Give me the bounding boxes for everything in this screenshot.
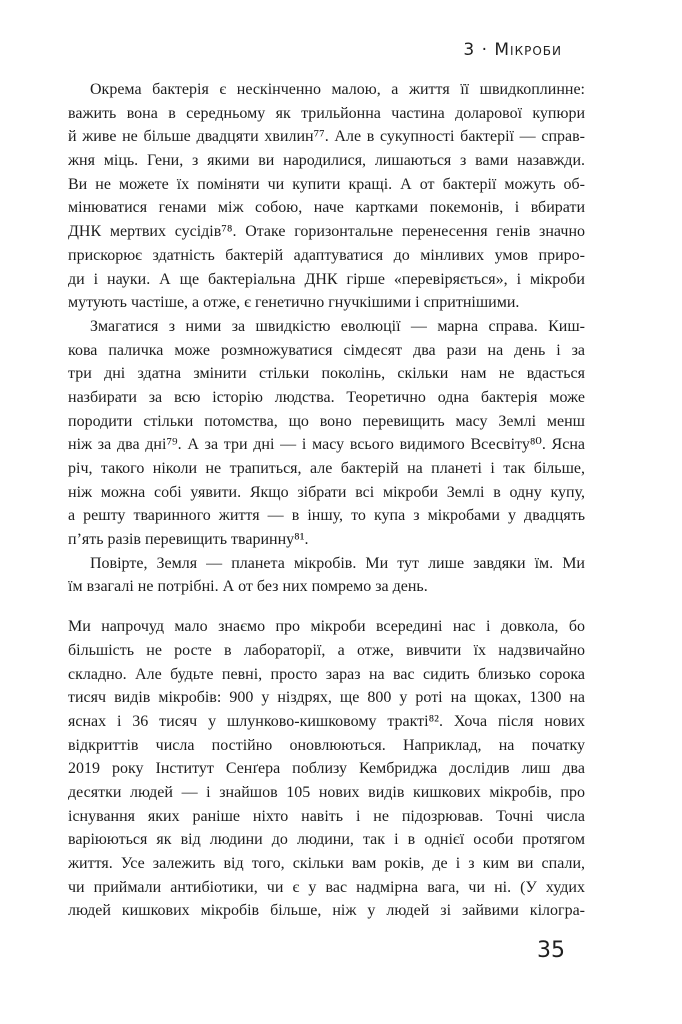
text-line: Повірте, Земля — планета мікробів. Ми тут лише завдяки їм. Ми xyxy=(90,554,585,572)
text-line: яснах і 36 тисяч у шлунково-кишковому тракті⁸². Хоча після нових xyxy=(68,712,585,730)
paragraph xyxy=(68,78,585,315)
text-line: чи приймали антибіотики, чи є у вас надмірна вага, чи ні. (У худих xyxy=(68,878,585,896)
text-line: тисяч видів мікробів: 900 у ніздрях, ще 800 у роті на щоках, 1300 на xyxy=(68,689,585,707)
text-line: й живе не більше двадцяти хвилин⁷⁷. Але в сукупності бактерії — справ- xyxy=(68,128,585,146)
paragraph xyxy=(68,315,585,552)
text-line: річ, такого ніколи не трапиться, але бактерій на планеті і так більше, xyxy=(68,460,585,477)
text-line: прискорює здатність бактерій адаптуватися до мінливих умов приро- xyxy=(68,246,585,264)
text-line: ніж можна собі уявити. Якщо зібрати всі мікроби Землі в одну купу, xyxy=(68,483,585,501)
text-line: п’ять разів перевищить тваринну⁸¹. xyxy=(68,531,309,549)
text-line: десятки людей — і знайшов 105 нових видів кишкових мікробів, про xyxy=(68,783,585,801)
text-line: більшість не росте в лабораторії, а отже, вивчити їх надзвичайно xyxy=(68,641,585,659)
text-line: жня міць. Гени, з якими ви народилися, лишаються з вами назавжди. xyxy=(68,152,585,170)
paragraph xyxy=(68,615,585,923)
text-line: Окрема бактерія є нескінченно малою, а життя її швидкоплинне: xyxy=(90,81,585,98)
text-line: життя. Усе залежить від того, скільки вам років, де і з ким ви спали, xyxy=(68,855,585,872)
text-line: породити стільки потомства, що воно перевищить масу Землі менш xyxy=(68,412,585,430)
text-line: 2019 року Інститут Сенґера поблизу Кембриджа дослідив лиш два xyxy=(68,760,585,778)
text-block xyxy=(68,78,585,923)
text-line: мінюватися генами між собою, наче картками покемонів, і вбирати xyxy=(68,199,585,217)
text-line: відкриттів числа постійно оновлюються. Наприклад, на початку xyxy=(68,736,585,754)
text-line: ДНК мертвих сусідів⁷⁸. Отаке горизонтальне перенесення генів значно xyxy=(68,223,585,241)
text-line: Змагатися з ними за швидкістю еволюції — марна справа. Киш- xyxy=(90,317,585,335)
running-header: 3 · Мікроби xyxy=(463,40,562,60)
text-line: ди і науки. А ще бактеріальна ДНК гірше «перевіряється», і мікроби xyxy=(68,270,585,288)
text-line: варіюються як від людини до людини, так і в однієї особи протягом xyxy=(68,831,585,849)
text-line: складно. Але будьте певні, просто зараз на вас сидить близько сорока xyxy=(68,665,585,683)
text-line: ніж за два дні⁷⁹. А за три дні — і масу всього видимого Всесвіту⁸⁰. Ясна xyxy=(68,436,585,454)
text-line: існування яких раніше ніхто навіть і не підозрював. Точні числа xyxy=(68,807,585,825)
text-line: три дні здатна змінити стільки поколінь, скільки нам не вдасться xyxy=(68,365,585,383)
text-line: а решту тваринного життя — в іншу, то купа з мікробами у двадцять xyxy=(68,507,585,525)
text-line: кова паличка може розмножуватися сімдесят два рази на день і за xyxy=(68,341,585,359)
paragraph xyxy=(68,552,585,599)
text-line: їм взагалі не потрібні. А от без них помремо за день. xyxy=(68,578,428,596)
text-line: мутують частіше, а отже, є генетично гнучкішими і спритнішими. xyxy=(68,294,520,312)
text-line: назбирати за всю історію людства. Теоретично одна бактерія може xyxy=(68,388,585,406)
page-number: 35 xyxy=(537,938,565,963)
text-line: важить вона в середньому як трильйонна частина доларової купюри xyxy=(68,104,585,122)
text-line: Ми напрочуд мало знаємо про мікроби всередині нас і довкола, бо xyxy=(68,618,585,636)
text-line: людей кишкових мікробів більше, ніж у людей зі зайвими кілогра- xyxy=(68,902,585,920)
text-line: Ви не можете їх поміняти чи купити кращі. А от бактерії можуть об- xyxy=(68,175,585,193)
